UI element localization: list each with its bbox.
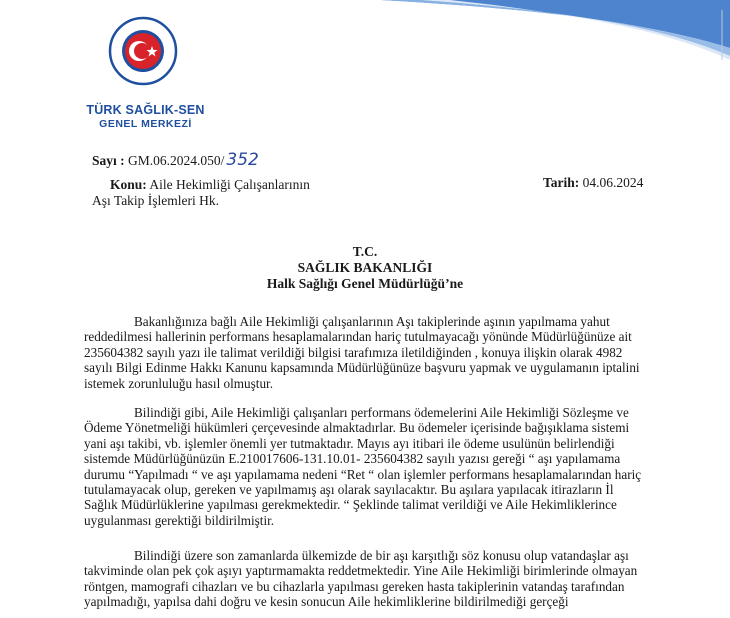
text-line: yapılmadığı, yapılsa dahi doğru ve kesin sonucun Aile hekimliklerine bildirilmediği gerçeği — [84, 594, 569, 610]
paragraph-2 — [84, 405, 644, 528]
tarih-label: Tarih: — [543, 175, 580, 190]
paragraph-1 — [84, 314, 644, 391]
text-line: 235604382 sayılı yazı ile talimat verildiği bilgisi tarafımıza iletildiğinden , konuya ilişkin olarak 4982 — [84, 344, 623, 360]
sayi-label: Sayı : — [92, 153, 125, 168]
organization-name — [83, 103, 208, 131]
text-line: röntgen, mamografi cihazları ve bu cihazlarla yapılması gereken hasta takiplerinin vatandaş tarafından — [84, 578, 625, 594]
sayi-handwritten-number: 352 — [226, 150, 259, 170]
recipient-line3: Halk Sağlığı Genel Müdürlüğü’ne — [266, 276, 464, 291]
subject — [110, 176, 310, 193]
konu-label: Konu: — [110, 177, 147, 192]
reference-number — [92, 152, 259, 169]
sayi-value: GM.06.2024.050/ — [128, 153, 225, 168]
text-line: reddedilmesi hallerinin performans hesaplamalarından hariç tutulmayacağı yönünde Müdürlüğünüze ait — [84, 329, 632, 345]
org-name-line2: GENEL MERKEZİ — [99, 118, 192, 130]
union-logo — [108, 16, 178, 86]
text-line: uygulanması gerektiği bildirilmiştir. — [84, 512, 275, 528]
paragraph-3 — [84, 548, 644, 610]
text-line: Sağlık Müdürlüklerine yapılması gerekmektedir. “ Şeklinde talimat verildiği ve Aile Hekimliklerince — [84, 497, 617, 513]
konu-line2: Aşı Takip İşlemleri Hk. — [92, 193, 220, 208]
text-line: durumu “Yapılmadı “ ve aşı yapılamama nedeni “Ret “ olan işlemler performans hesaplamalarından hariç — [84, 466, 642, 482]
text-line: takviminde olan pek çok aşıyı yaptırmamakta reddetmektedir. Yine Aile Hekimliği birimlerinde olmayan — [84, 563, 638, 579]
text-line: istemek zorunluluğu hasıl olmuştur. — [84, 375, 274, 391]
text-line: sistemde Müdürlüğünüzün E.210017606-131.10.01- 235604382 sayılı yazısı gereği “ aşı yapılamama — [84, 451, 621, 467]
tarih-value: 04.06.2024 — [582, 175, 644, 190]
text-line: Bilindiği gibi, Aile Hekimliği çalışanları performans ödemelerini Aile Hekimliği Sözleşme ve — [134, 405, 629, 420]
recipient-line1: T.C. — [352, 244, 378, 259]
org-name-line1: TÜRK SAĞLIK-SEN — [86, 103, 205, 117]
recipient-line2: SAĞLIK BAKANLIĞI — [297, 260, 433, 275]
text-line: tutulamayacak olup, gereken ve yapılmamış aşı olarak sayılacaktır. Bu aşılara yapılacak itirazların İl — [84, 482, 614, 498]
text-line: sayılı Bilgi Edinme Hakkı Kanunu kapsamında Müdürlüğünüze başvuru yapmak ve uygulamanın iptalini — [84, 360, 640, 376]
date — [543, 174, 643, 191]
konu-line1: Aile Hekimliği Çalışanlarının — [149, 177, 310, 192]
text-line: Bilindiği üzere son zamanlarda ülkemizde de bir aşı karşıtlığı söz konusu olup vatandaşlar aşı — [134, 548, 629, 563]
text-line: Ödeme Yönetmeliği hükümleri çerçevesinde almaktadırlar. Bu ödemeler içerisinde bağışıklama sistemi — [84, 420, 630, 436]
text-line: yani aşı takibi, vb. işlemler önemli yer tutmaktadır. Mayıs ayı itibari ile ödeme usulünün belirlendiği — [84, 435, 615, 451]
text-line: Bakanlığınıza bağlı Aile Hekimliği çalışanlarının Aşı takiplerinde aşının yapılmama yahut — [134, 314, 610, 329]
